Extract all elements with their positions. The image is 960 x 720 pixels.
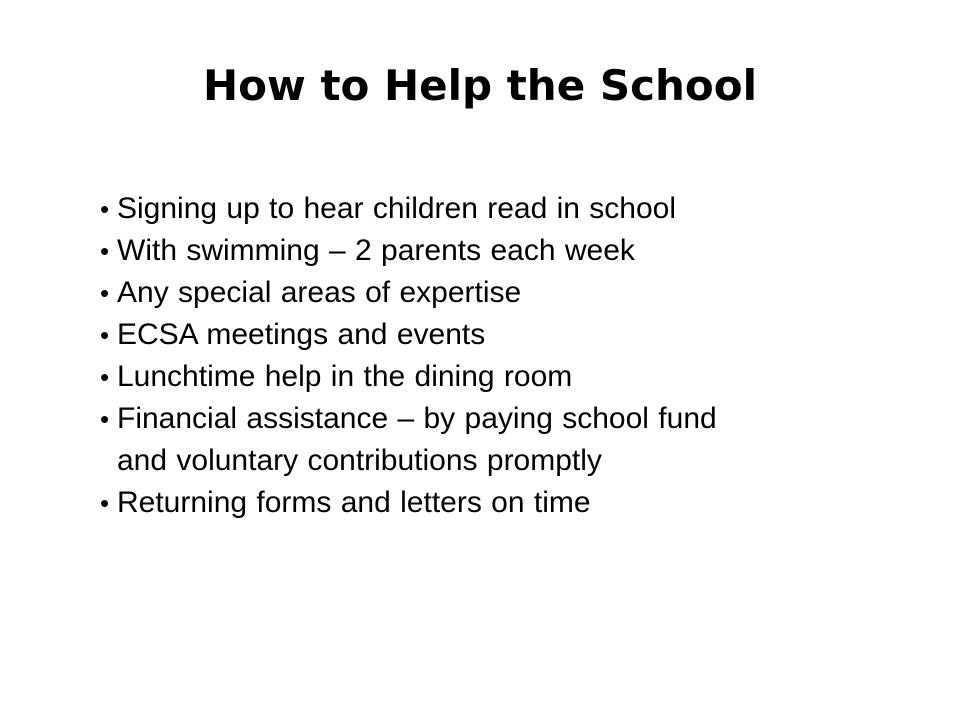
bullet-item — [100, 356, 900, 398]
bullet-item — [100, 398, 900, 482]
bullet-text: Any special areas of expertise — [117, 276, 522, 309]
bullet-text-continuation: and voluntary contributions promptly — [117, 444, 602, 477]
bullet-dot-icon: • — [100, 488, 110, 518]
bullet-text: Lunchtime help in the dining room — [117, 360, 573, 393]
bullet-dot-icon: • — [100, 236, 110, 266]
bullet-text: Returning forms and letters on time — [117, 486, 591, 519]
bullet-text: With swimming – 2 parents each week — [117, 234, 635, 267]
slide-title: How to Help the School — [203, 61, 757, 110]
bullet-dot-icon: • — [100, 404, 110, 434]
bullet-dot-icon: • — [100, 278, 110, 308]
bullet-dot-icon: • — [100, 320, 110, 350]
bullet-list — [100, 188, 900, 524]
bullet-item — [100, 314, 900, 356]
bullet-item — [100, 188, 900, 230]
bullet-dot-icon: • — [100, 194, 110, 224]
bullet-text: Financial assistance – by paying school fund — [117, 402, 717, 435]
bullet-item — [100, 230, 900, 272]
bullet-text: ECSA meetings and events — [117, 318, 486, 351]
bullet-item — [100, 272, 900, 314]
bullet-item — [100, 482, 900, 524]
bullet-dot-icon: • — [100, 362, 110, 392]
bullet-text: Signing up to hear children read in school — [117, 192, 677, 225]
